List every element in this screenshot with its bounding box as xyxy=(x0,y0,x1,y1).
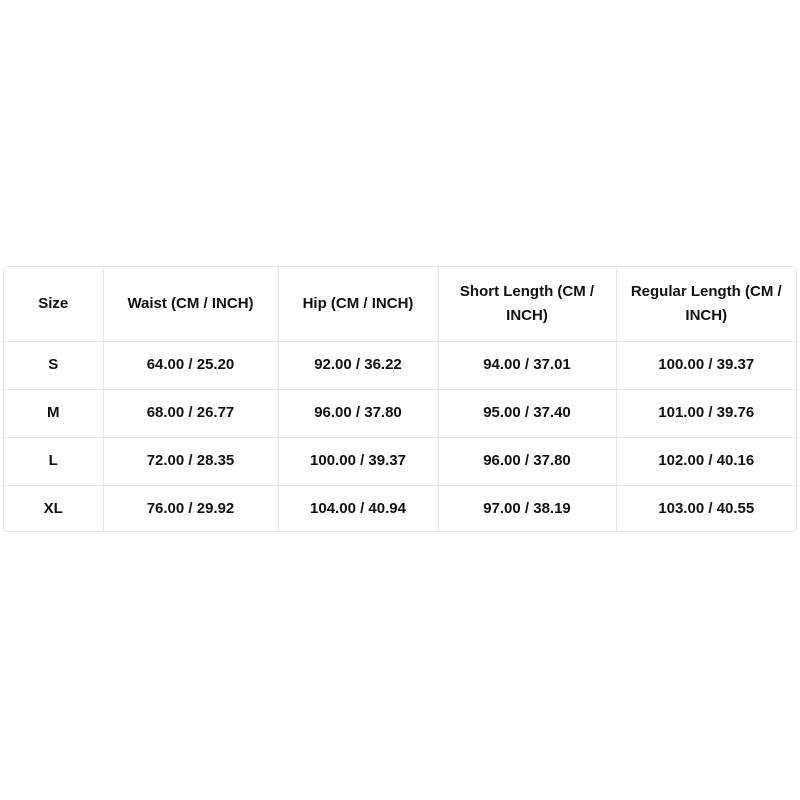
cell-size: M xyxy=(4,389,103,437)
cell-size: L xyxy=(4,437,103,485)
size-chart xyxy=(3,266,797,532)
header-hip: Hip (CM / INCH) xyxy=(278,267,438,341)
header-short-length: Short Length (CM / INCH) xyxy=(438,267,616,341)
header-regular-length: Regular Length (CM / INCH) xyxy=(616,267,796,341)
cell-waist: 72.00 / 28.35 xyxy=(103,437,278,485)
cell-size: XL xyxy=(4,485,103,532)
header-size: Size xyxy=(4,267,103,341)
cell-hip: 100.00 / 39.37 xyxy=(278,437,438,485)
cell-size: S xyxy=(4,341,103,389)
cell-short-length: 97.00 / 38.19 xyxy=(438,485,616,532)
cell-waist: 68.00 / 26.77 xyxy=(103,389,278,437)
table-row xyxy=(4,485,796,532)
cell-regular-length: 103.00 / 40.55 xyxy=(658,500,755,518)
cell-regular-length: 101.00 / 39.76 xyxy=(616,389,796,437)
cell-hip: 96.00 / 37.80 xyxy=(278,389,438,437)
cell-regular-length: 100.00 / 39.37 xyxy=(616,341,796,389)
cell-short-length: 96.00 / 37.80 xyxy=(438,437,616,485)
cell-hip: 104.00 / 40.94 xyxy=(278,485,438,532)
cell-short-length: 94.00 / 37.01 xyxy=(438,341,616,389)
table-row xyxy=(4,389,796,437)
table-row xyxy=(4,341,796,389)
cell-waist: 76.00 / 29.92 xyxy=(103,485,278,532)
table-row xyxy=(4,437,796,485)
cell-short-length: 95.00 / 37.40 xyxy=(438,389,616,437)
header-row xyxy=(4,267,796,341)
cell-waist: 64.00 / 25.20 xyxy=(103,341,278,389)
cell-hip: 92.00 / 36.22 xyxy=(278,341,438,389)
header-waist: Waist (CM / INCH) xyxy=(103,267,278,341)
cell-regular-length: 102.00 / 40.16 xyxy=(616,437,796,485)
size-chart-table xyxy=(4,267,796,532)
